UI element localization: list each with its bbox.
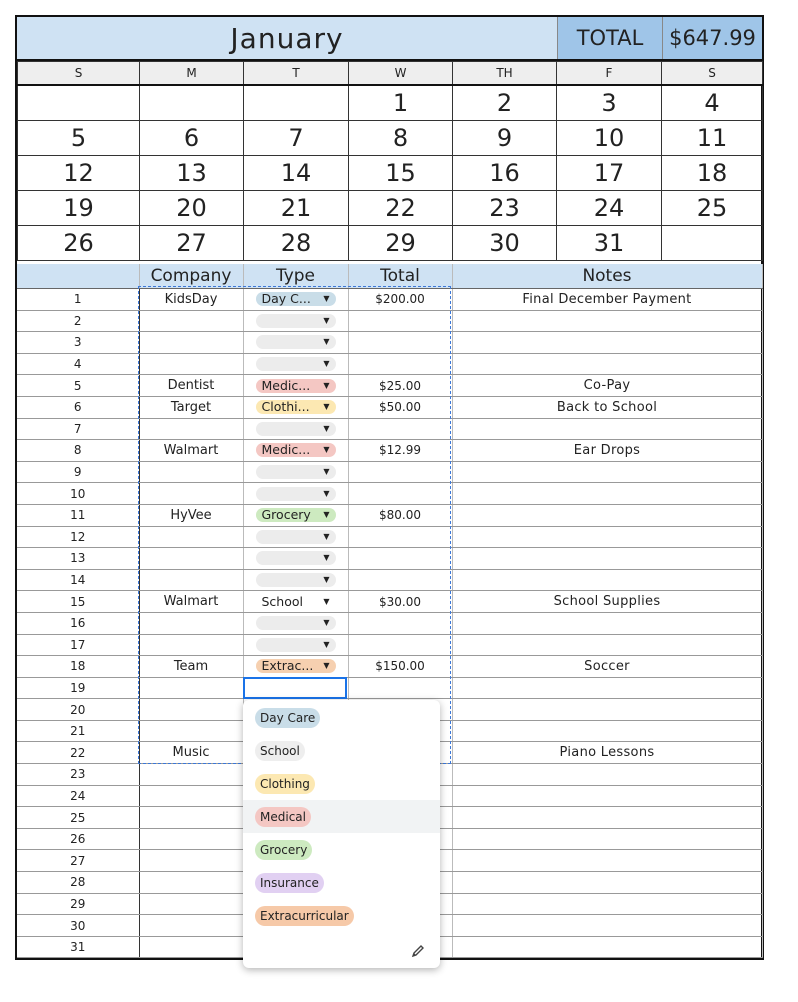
table-row [17, 548, 762, 570]
calendar-day-cell[interactable]: 6 [140, 121, 244, 156]
calendar-day-cell[interactable]: 16 [453, 156, 557, 191]
dropdown-arrow-icon: ▼ [323, 661, 330, 671]
dropdown-option[interactable] [243, 899, 440, 932]
calendar-day-cell[interactable]: 2 [453, 85, 557, 121]
dropdown-arrow-icon: ▼ [323, 531, 330, 541]
company-cell[interactable]: Walmart [139, 440, 243, 462]
notes-cell[interactable] [452, 764, 762, 786]
notes-cell[interactable]: Soccer [452, 656, 762, 678]
type-cell[interactable] [243, 612, 348, 634]
option-chip-label: Day Care [255, 708, 320, 728]
dropdown-arrow-icon: ▼ [323, 423, 330, 433]
type-dropdown-chip[interactable] [256, 530, 336, 544]
calendar-day-cell[interactable]: 26 [18, 226, 140, 261]
option-chip-label: Grocery [255, 840, 312, 860]
type-cell[interactable] [243, 504, 348, 526]
type-cell[interactable] [243, 634, 348, 656]
notes-cell[interactable] [452, 872, 762, 894]
table-row [17, 332, 762, 354]
type-cell[interactable] [243, 396, 348, 418]
notes-cell[interactable] [452, 850, 762, 872]
type-chip-label: Day C... [261, 291, 311, 307]
notes-cell[interactable] [452, 332, 762, 354]
calendar-day-cell[interactable]: 1 [349, 85, 453, 121]
dropdown-arrow-icon: ▼ [323, 294, 330, 304]
dropdown-arrow-icon: ▼ [323, 618, 330, 628]
notes-cell[interactable] [452, 936, 762, 958]
row-number[interactable]: 26 [17, 828, 139, 850]
type-cell[interactable] [243, 332, 348, 354]
dropdown-arrow-icon: ▼ [323, 575, 330, 585]
table-row [17, 461, 762, 483]
total-cell[interactable]: $150.00 [348, 656, 452, 678]
company-cell[interactable] [139, 677, 243, 699]
notes-cell[interactable] [452, 785, 762, 807]
calendar-day-cell[interactable]: 24 [557, 191, 662, 226]
option-chip-label: Clothing [255, 774, 315, 794]
log-column-header[interactable]: Company [139, 264, 243, 289]
total-cell[interactable]: $30.00 [348, 591, 452, 613]
type-dropdown-chip[interactable] [256, 443, 336, 457]
notes-cell[interactable] [452, 893, 762, 915]
row-number[interactable]: 2 [17, 310, 139, 332]
dropdown-option[interactable] [243, 833, 440, 866]
total-cell[interactable]: $50.00 [348, 396, 452, 418]
total-cell[interactable] [348, 548, 452, 570]
total-cell[interactable] [348, 310, 452, 332]
row-number[interactable]: 3 [17, 332, 139, 354]
company-cell[interactable] [139, 332, 243, 354]
calendar-day-cell[interactable] [18, 85, 140, 121]
option-chip-label: School [255, 741, 305, 761]
dropdown-arrow-icon: ▼ [323, 315, 330, 325]
dropdown-arrow-icon: ▼ [323, 488, 330, 498]
row-number[interactable]: 11 [17, 504, 139, 526]
calendar-day-cell[interactable] [140, 85, 244, 121]
dropdown-arrow-icon: ▼ [323, 467, 330, 477]
type-cell[interactable] [243, 656, 348, 678]
calendar-day-cell[interactable]: 15 [349, 156, 453, 191]
row-number[interactable]: 8 [17, 440, 139, 462]
notes-cell[interactable]: Ear Drops [452, 440, 762, 462]
type-dropdown-chip[interactable] [256, 335, 336, 349]
type-dropdown-chip[interactable] [256, 487, 336, 501]
company-cell[interactable] [139, 353, 243, 375]
day-of-week-header[interactable]: W [349, 62, 453, 86]
notes-cell[interactable] [452, 483, 762, 505]
log-column-header[interactable] [17, 264, 139, 289]
type-dropdown-chip[interactable] [256, 659, 336, 673]
day-of-week-header[interactable]: T [244, 62, 349, 86]
notes-cell[interactable] [452, 526, 762, 548]
total-cell[interactable]: $25.00 [348, 375, 452, 397]
calendar-day-cell[interactable]: 22 [349, 191, 453, 226]
log-column-header[interactable]: Notes [452, 264, 762, 289]
calendar-day-cell[interactable]: 11 [662, 121, 763, 156]
company-cell[interactable] [139, 828, 243, 850]
company-cell[interactable] [139, 483, 243, 505]
row-number[interactable]: 30 [17, 915, 139, 937]
company-cell[interactable] [139, 893, 243, 915]
dropdown-arrow-icon: ▼ [323, 359, 330, 369]
type-cell[interactable] [243, 418, 348, 440]
table-row [17, 526, 762, 548]
dropdown-arrow-icon: ▼ [323, 337, 330, 347]
company-cell[interactable]: Music [139, 742, 243, 764]
dropdown-option[interactable] [243, 866, 440, 899]
total-cell[interactable] [348, 612, 452, 634]
notes-cell[interactable] [452, 807, 762, 829]
type-dropdown-menu [243, 700, 440, 968]
type-dropdown-chip[interactable] [256, 595, 336, 609]
total-cell[interactable] [348, 483, 452, 505]
calendar-day-cell[interactable]: 30 [453, 226, 557, 261]
notes-cell[interactable] [452, 634, 762, 656]
header-bar [17, 17, 762, 61]
calendar-day-cell[interactable]: 8 [349, 121, 453, 156]
type-chip-label: Grocery [261, 507, 311, 523]
option-chip-label: Insurance [255, 873, 324, 893]
type-dropdown-chip[interactable] [256, 292, 336, 306]
calendar-day-cell[interactable]: 19 [18, 191, 140, 226]
company-cell[interactable] [139, 764, 243, 786]
notes-cell[interactable] [452, 699, 762, 721]
total-value[interactable]: $647.99 [662, 17, 762, 59]
total-cell[interactable]: $200.00 [348, 289, 452, 311]
dropdown-arrow-icon: ▼ [323, 639, 330, 649]
total-cell[interactable] [348, 526, 452, 548]
table-row [17, 656, 762, 678]
row-number[interactable]: 1 [17, 289, 139, 311]
total-cell[interactable]: $12.99 [348, 440, 452, 462]
notes-cell[interactable] [452, 310, 762, 332]
company-cell[interactable] [139, 785, 243, 807]
total-cell[interactable] [348, 461, 452, 483]
calendar-day-cell[interactable]: 12 [18, 156, 140, 191]
notes-cell[interactable] [452, 612, 762, 634]
row-number[interactable]: 20 [17, 699, 139, 721]
calendar-day-cell[interactable]: 31 [557, 226, 662, 261]
company-cell[interactable] [139, 936, 243, 958]
type-cell[interactable] [243, 483, 348, 505]
option-chip-label: Medical [255, 807, 311, 827]
calendar-day-cell[interactable]: 17 [557, 156, 662, 191]
total-cell[interactable] [348, 634, 452, 656]
company-cell[interactable] [139, 915, 243, 937]
table-row [17, 310, 762, 332]
notes-cell[interactable]: Co-Pay [452, 375, 762, 397]
table-row [17, 289, 762, 311]
row-number[interactable]: 9 [17, 461, 139, 483]
total-cell[interactable] [348, 569, 452, 591]
company-cell[interactable] [139, 634, 243, 656]
notes-cell[interactable] [452, 828, 762, 850]
row-number[interactable]: 22 [17, 742, 139, 764]
dropdown-arrow-icon: ▼ [323, 596, 330, 606]
company-cell[interactable] [139, 807, 243, 829]
total-label[interactable]: TOTAL [557, 17, 662, 59]
dropdown-arrow-icon: ▼ [323, 553, 330, 563]
type-cell[interactable] [243, 461, 348, 483]
company-cell[interactable]: HyVee [139, 504, 243, 526]
row-number[interactable]: 17 [17, 634, 139, 656]
type-chip-label: Medic... [261, 442, 311, 458]
row-number[interactable]: 16 [17, 612, 139, 634]
type-cell[interactable] [243, 310, 348, 332]
table-row [17, 634, 762, 656]
row-number[interactable]: 31 [17, 936, 139, 958]
total-cell[interactable] [348, 418, 452, 440]
row-number[interactable]: 13 [17, 548, 139, 570]
type-dropdown-chip[interactable] [256, 551, 336, 565]
company-cell[interactable] [139, 612, 243, 634]
row-number[interactable]: 4 [17, 353, 139, 375]
day-of-week-header[interactable]: S [662, 62, 763, 86]
dropdown-arrow-icon: ▼ [323, 380, 330, 390]
type-chip-label: Clothi... [261, 399, 310, 415]
calendar-day-cell[interactable]: 20 [140, 191, 244, 226]
type-cell[interactable] [243, 526, 348, 548]
type-dropdown-chip[interactable] [256, 638, 336, 652]
row-number[interactable]: 27 [17, 850, 139, 872]
row-number[interactable]: 10 [17, 483, 139, 505]
calendar-day-cell[interactable]: 3 [557, 85, 662, 121]
type-cell[interactable] [243, 440, 348, 462]
table-row [17, 569, 762, 591]
table-row [17, 483, 762, 505]
company-cell[interactable] [139, 699, 243, 721]
notes-cell[interactable] [452, 504, 762, 526]
calendar-day-cell[interactable]: 28 [244, 226, 349, 261]
row-number[interactable]: 15 [17, 591, 139, 613]
calendar-day-cell[interactable]: 9 [453, 121, 557, 156]
company-cell[interactable] [139, 310, 243, 332]
row-number[interactable]: 7 [17, 418, 139, 440]
company-cell[interactable] [139, 850, 243, 872]
type-dropdown-chip[interactable] [256, 422, 336, 436]
day-of-week-header[interactable]: M [140, 62, 244, 86]
row-number[interactable]: 28 [17, 872, 139, 894]
table-row [17, 396, 762, 418]
calendar-day-cell[interactable]: 23 [453, 191, 557, 226]
company-cell[interactable] [139, 461, 243, 483]
calendar-day-cell[interactable] [244, 85, 349, 121]
calendar-day-cell[interactable]: 29 [349, 226, 453, 261]
dropdown-arrow-icon: ▼ [323, 445, 330, 455]
company-cell[interactable]: KidsDay [139, 289, 243, 311]
table-row [17, 418, 762, 440]
company-cell[interactable]: Team [139, 656, 243, 678]
dropdown-option[interactable] [243, 767, 440, 800]
type-dropdown-chip[interactable] [256, 508, 336, 522]
option-chip-label: Extracurricular [255, 906, 354, 926]
row-number[interactable]: 24 [17, 785, 139, 807]
row-number[interactable]: 29 [17, 893, 139, 915]
day-of-week-header[interactable]: S [18, 62, 140, 86]
notes-cell[interactable] [452, 548, 762, 570]
row-number[interactable]: 23 [17, 764, 139, 786]
type-dropdown-chip[interactable] [256, 400, 336, 414]
log-column-header[interactable]: Type [243, 264, 348, 289]
type-cell[interactable] [243, 591, 348, 613]
calendar-day-cell[interactable]: 14 [244, 156, 349, 191]
type-chip-label: Extrac... [261, 658, 314, 674]
type-dropdown-chip[interactable] [256, 573, 336, 587]
row-number[interactable]: 12 [17, 526, 139, 548]
notes-cell[interactable] [452, 569, 762, 591]
row-number[interactable]: 25 [17, 807, 139, 829]
company-cell[interactable] [139, 526, 243, 548]
notes-cell[interactable]: Back to School [452, 396, 762, 418]
notes-cell[interactable] [452, 720, 762, 742]
table-row [17, 353, 762, 375]
row-number[interactable]: 14 [17, 569, 139, 591]
type-cell[interactable] [243, 375, 348, 397]
notes-cell[interactable] [452, 677, 762, 699]
table-row [17, 612, 762, 634]
notes-cell[interactable]: Final December Payment [452, 289, 762, 311]
total-cell[interactable] [348, 677, 452, 699]
type-chip-label: Medic... [261, 377, 311, 393]
day-of-week-header[interactable]: TH [453, 62, 557, 86]
type-cell[interactable] [243, 569, 348, 591]
company-cell[interactable] [139, 418, 243, 440]
notes-cell[interactable]: Piano Lessons [452, 742, 762, 764]
total-cell[interactable] [348, 332, 452, 354]
company-cell[interactable] [139, 569, 243, 591]
calendar-day-cell[interactable]: 25 [662, 191, 763, 226]
total-cell[interactable] [348, 353, 452, 375]
calendar-day-cell[interactable]: 27 [140, 226, 244, 261]
row-number[interactable]: 5 [17, 375, 139, 397]
table-row [17, 591, 762, 613]
dropdown-arrow-icon: ▼ [323, 402, 330, 412]
type-cell[interactable] [243, 548, 348, 570]
table-row [17, 677, 762, 699]
calendar-day-cell[interactable] [662, 226, 763, 261]
dropdown-option[interactable] [243, 734, 440, 767]
company-cell[interactable] [139, 548, 243, 570]
day-of-week-header[interactable]: F [557, 62, 662, 86]
row-number[interactable]: 19 [17, 677, 139, 699]
pencil-icon[interactable] [410, 943, 426, 959]
company-cell[interactable]: Dentist [139, 375, 243, 397]
dropdown-arrow-icon: ▼ [323, 510, 330, 520]
notes-cell[interactable]: School Supplies [452, 591, 762, 613]
table-row [17, 504, 762, 526]
calendar-day-cell[interactable]: 5 [18, 121, 140, 156]
row-number[interactable]: 21 [17, 720, 139, 742]
type-dropdown-chip[interactable] [256, 379, 336, 393]
calendar-day-cell[interactable]: 13 [140, 156, 244, 191]
calendar-day-cell[interactable]: 18 [662, 156, 763, 191]
table-row [17, 375, 762, 397]
type-dropdown-chip[interactable] [256, 357, 336, 371]
log-column-header[interactable]: Total [348, 264, 452, 289]
company-cell[interactable]: Target [139, 396, 243, 418]
row-number[interactable]: 18 [17, 656, 139, 678]
notes-cell[interactable] [452, 915, 762, 937]
type-dropdown-chip[interactable] [256, 616, 336, 630]
company-cell[interactable] [139, 872, 243, 894]
month-title[interactable]: January [230, 22, 344, 55]
company-cell[interactable]: Walmart [139, 591, 243, 613]
calendar-day-cell[interactable]: 10 [557, 121, 662, 156]
company-cell[interactable] [139, 720, 243, 742]
type-dropdown-chip[interactable] [256, 465, 336, 479]
active-cell-type-row-19[interactable] [243, 677, 347, 699]
notes-cell[interactable] [452, 353, 762, 375]
calendar-day-cell[interactable]: 4 [662, 85, 763, 121]
notes-cell[interactable] [452, 418, 762, 440]
type-chip-label: School [261, 593, 303, 609]
type-cell[interactable] [243, 353, 348, 375]
calendar-grid [17, 61, 763, 261]
total-cell[interactable]: $80.00 [348, 504, 452, 526]
calendar-day-cell[interactable]: 7 [244, 121, 349, 156]
row-number[interactable]: 6 [17, 396, 139, 418]
notes-cell[interactable] [452, 461, 762, 483]
dropdown-option[interactable] [243, 800, 440, 833]
type-cell[interactable] [243, 289, 348, 311]
type-dropdown-chip[interactable] [256, 314, 336, 328]
table-row [17, 440, 762, 462]
calendar-day-cell[interactable]: 21 [244, 191, 349, 226]
dropdown-option[interactable] [243, 701, 440, 734]
